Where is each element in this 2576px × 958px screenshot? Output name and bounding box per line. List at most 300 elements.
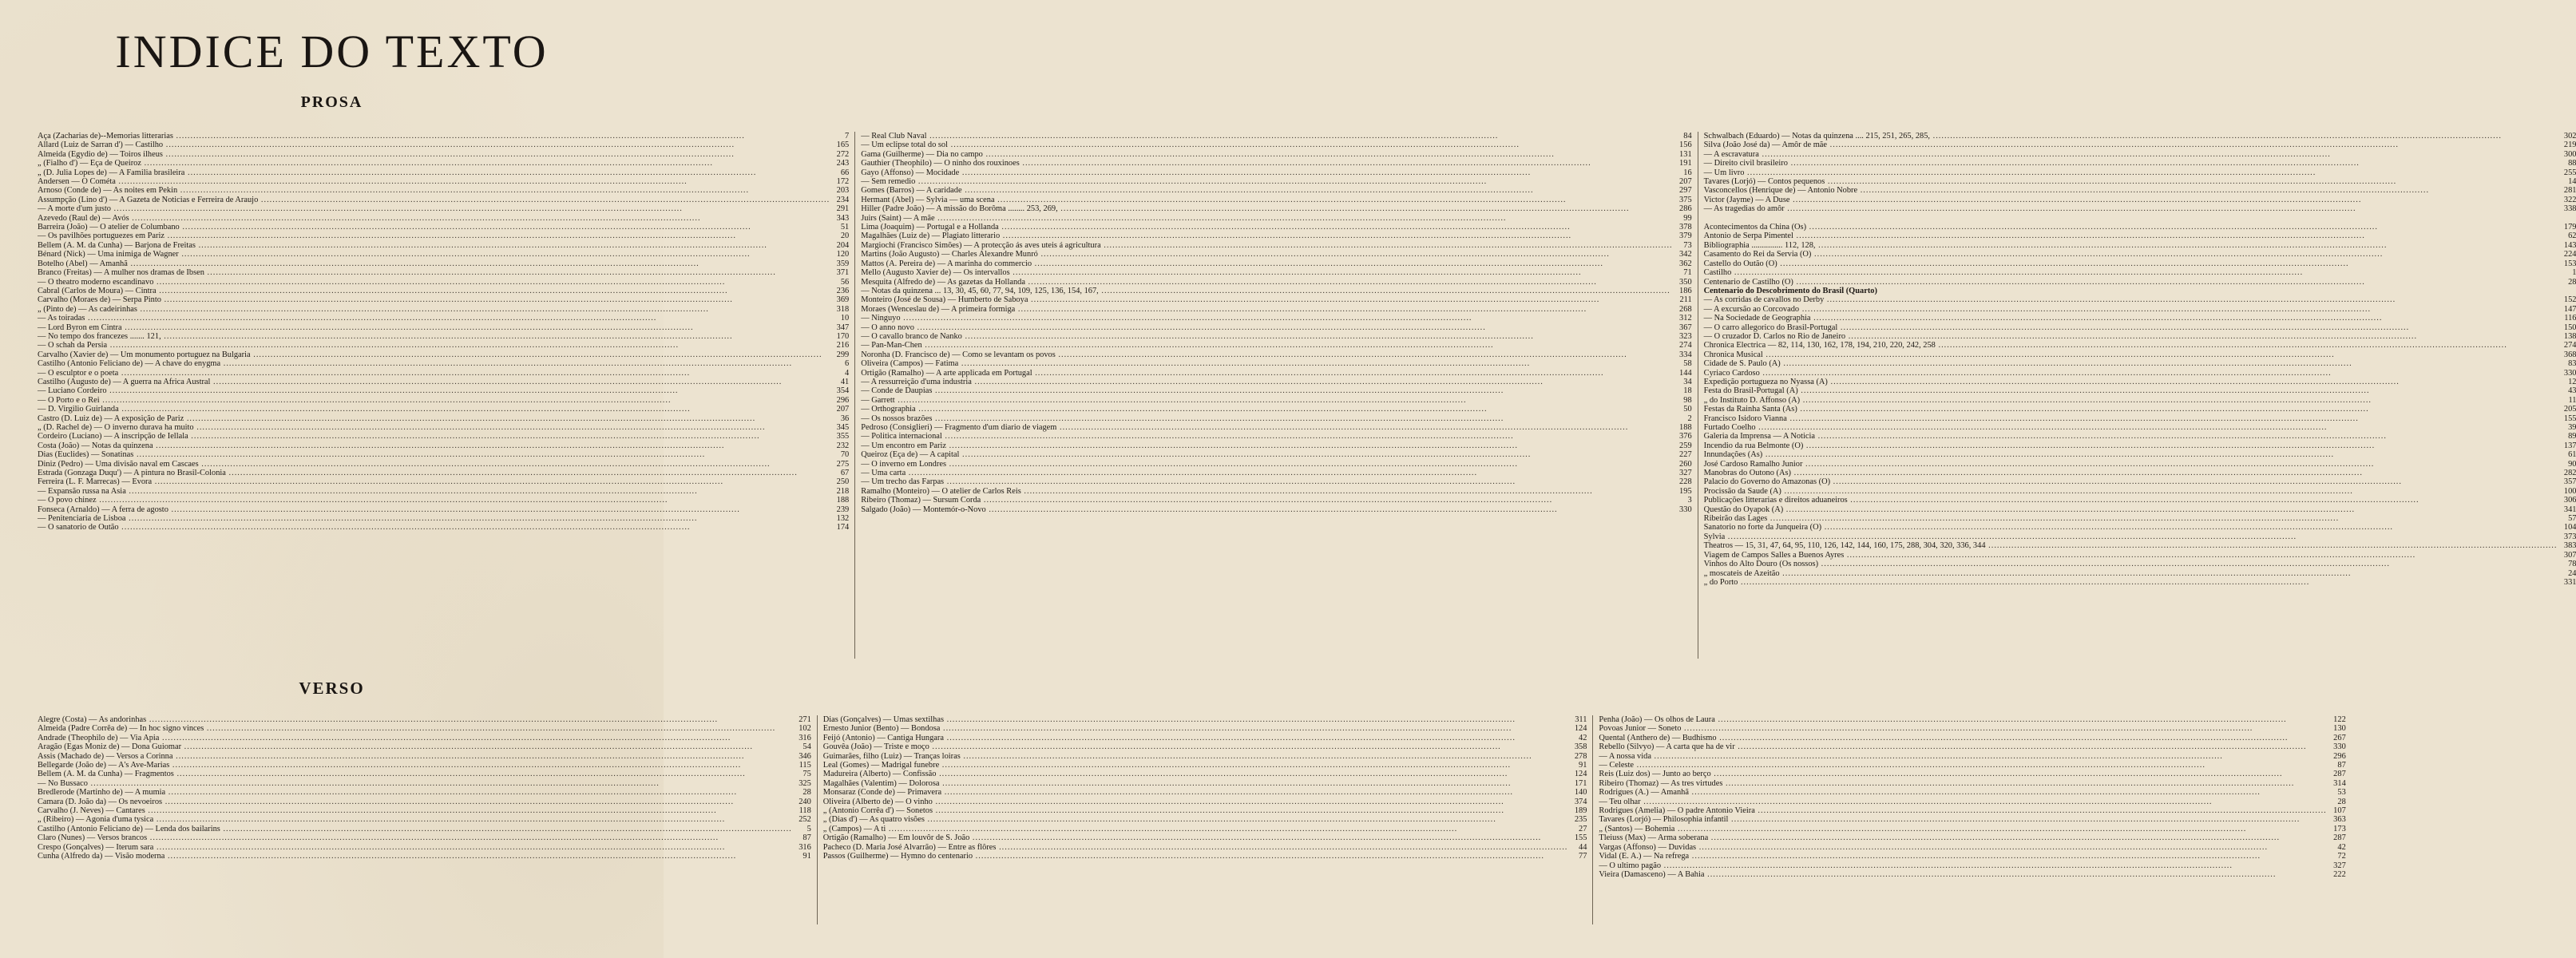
verso-index-entry: [38, 798, 811, 806]
entry-title: Francisco Isidoro Vianna .....: [1704, 414, 2558, 423]
entry-page-number: 227: [1679, 450, 1692, 460]
entry-page-number: 363: [2333, 815, 2346, 825]
entry-title: Viagem de Campos Salles a Buenos Ayres .....: [1704, 551, 2558, 560]
prosa-index-entry: [861, 477, 1691, 486]
entry-title: Cordeiro (Luciano) — A inscripção de Iellala .....: [38, 432, 830, 441]
entry-page-number: 115: [799, 761, 811, 770]
entry-page-number: 275: [836, 459, 850, 469]
entry-page-number: 207: [1679, 177, 1692, 187]
entry-page-number: 99: [1683, 213, 1692, 223]
prosa-index-entry: [861, 204, 1691, 213]
verso-index-entry: [1599, 852, 2345, 861]
entry-page-number: 14: [2568, 177, 2576, 187]
entry-page-number: 255: [2563, 168, 2576, 177]
entry-title: Gayo (Affonso) — Mocidade .....: [861, 168, 1672, 177]
prosa-column-1: [38, 132, 854, 659]
entry-title: Ribeiro (Thomaz) — As tres virtudes .....: [1599, 779, 2326, 788]
prosa-index-entry: [1704, 386, 2576, 395]
entry-title: „ (D. Julia Lopes de) — A Familia brasileira .....: [38, 168, 830, 177]
verso-index-entry: [823, 806, 1587, 815]
entry-title: Povoas Junior — Soneto .....: [1599, 724, 2326, 733]
entry-page-number: 91: [1579, 761, 1587, 770]
prosa-index-entry: [861, 432, 1691, 441]
entry-title: Camara (D. João da) — Os nevoeiros .....: [38, 798, 792, 806]
entry-page-number: 195: [1679, 486, 1692, 496]
entry-page-number: 323: [1679, 331, 1692, 341]
prosa-index-entry: [861, 232, 1691, 240]
entry-title: Ribeirão das Lages .....: [1704, 514, 2558, 523]
verso-index-entry: [823, 734, 1587, 742]
entry-page-number: 267: [2333, 733, 2346, 742]
prosa-index-entry: [861, 423, 1691, 432]
entry-page-number: 91: [803, 852, 811, 861]
entry-page-number: 346: [799, 751, 811, 761]
entry-page-number: 281: [2563, 186, 2576, 196]
entry-title: Galeria da Imprensa — A Noticia .....: [1704, 432, 2558, 441]
prosa-index-entry: [38, 505, 849, 514]
prosa-index-entry: [1704, 359, 2576, 368]
prosa-index-entry: [1704, 177, 2576, 186]
entry-title: Fonseca (Arnaldo) — A ferra de agosto .....: [38, 505, 830, 514]
entry-page-number: 51: [840, 223, 850, 232]
prosa-index-entry: [1704, 487, 2576, 496]
entry-page-number: 272: [836, 149, 850, 159]
prosa-index-entry: [38, 450, 849, 459]
entry-page-number: 1: [2572, 268, 2576, 278]
entry-title: Martins (João Augusto) — Charles Alexandre Munró .....: [861, 250, 1672, 259]
entry-title: Dias (Gonçalves) — Umas sextilhas .....: [823, 715, 1568, 724]
entry-title: Assis (Machado de) — Versos a Corinna .....: [38, 752, 792, 761]
entry-title: — O sanatorio de Outão .....: [38, 523, 830, 532]
entry-page-number: 268: [1679, 304, 1692, 314]
verso-index-entry: [823, 770, 1587, 778]
prosa-index-entry: [1704, 314, 2576, 323]
entry-title: Mello (Augusto Xavier de) — Os intervallos .....: [861, 268, 1672, 277]
verso-index-entry: [1599, 815, 2345, 824]
entry-page-number: 78: [2568, 560, 2576, 569]
entry-page-number: 378: [1679, 223, 1692, 232]
verso-index-entry: [823, 715, 1587, 724]
entry-page-number: 188: [1679, 423, 1692, 432]
entry-title: — Na Sociedade de Geographia .....: [1704, 314, 2558, 323]
entry-page-number: 342: [1679, 250, 1692, 259]
prosa-index-entry: [1704, 268, 2576, 277]
entry-page-number: 274: [1679, 341, 1692, 350]
entry-page-number: 357: [2563, 477, 2576, 487]
entry-title: Rodrigues (Amelia) — O padre Antonio Vieira .....: [1599, 806, 2326, 815]
entry-title: Castro (D. Luiz de) — A exposição de Pariz .....: [38, 414, 830, 423]
prosa-index-entry: [861, 469, 1691, 477]
entry-title: — Pan-Man-Chen .....: [861, 341, 1672, 350]
entry-title: Vasconcellos (Henrique de) — Antonio Nobre .....: [1704, 186, 2558, 195]
prosa-index-entry: [38, 323, 849, 332]
entry-title: — O theatro moderno escandinavo .....: [38, 278, 830, 287]
entry-title: Bredlerode (Martinho de) — A mumia .....: [38, 788, 792, 797]
prosa-column-2: [854, 132, 1697, 659]
entry-title: Acontecimentos da China (Os) .....: [1704, 223, 2558, 232]
entry-page-number: 259: [1679, 441, 1692, 450]
prosa-index-entry: [1704, 341, 2576, 350]
entry-page-number: 274: [2563, 341, 2576, 350]
verso-index-entry: [1599, 724, 2345, 733]
section-title-verso: VERSO: [299, 679, 365, 698]
verso-index-entry: [823, 798, 1587, 806]
entry-page-number: 278: [1574, 751, 1587, 761]
entry-title: Festas da Rainha Santa (As) .....: [1704, 405, 2558, 414]
prosa-index-entry: [38, 177, 849, 186]
entry-title: [1704, 214, 2558, 223]
entry-title: — O inverno em Londres .....: [861, 460, 1672, 469]
entry-page-number: 204: [836, 240, 850, 250]
entry-title: Alegre (Costa) — As andorinhas .....: [38, 715, 792, 724]
prosa-index-entry: [861, 132, 1691, 141]
prosa-index-entry: [38, 232, 849, 240]
prosa-index-entry: [1704, 150, 2576, 159]
prosa-index-entry: [861, 159, 1691, 168]
entry-page-number: 222: [2333, 869, 2346, 879]
entry-title: — O povo chinez .....: [38, 496, 830, 505]
prosa-column-3: [1698, 132, 2576, 659]
entry-page-number: 234: [836, 195, 850, 204]
entry-page-number: 368: [2563, 350, 2576, 359]
prosa-index-entry: [38, 423, 849, 432]
entry-title: Arnoso (Conde de) — As noites em Pekin .....: [38, 186, 830, 195]
prosa-index-entry: [1704, 523, 2576, 532]
prosa-index-entry: [1704, 186, 2576, 195]
entry-title: Sanatorio no forte da Junqueira (O) .....: [1704, 523, 2558, 532]
entry-page-number: 322: [2563, 195, 2576, 204]
entry-page-number: 18: [1683, 386, 1692, 396]
entry-title: Botelho (Abel) — Amanhã .....: [38, 259, 830, 268]
entry-title: Cabral (Carlos de Moura) — Cintra .....: [38, 287, 830, 295]
verso-index-entry: [38, 779, 811, 788]
entry-page-number: 61: [2568, 450, 2576, 460]
entry-title: Claro (Nunes) — Versos brancos .....: [38, 833, 792, 842]
verso-index-entry: [823, 761, 1587, 770]
prosa-index-entry: [861, 186, 1691, 195]
entry-page-number: 27: [1579, 824, 1587, 833]
prosa-index-entry: [1704, 350, 2576, 359]
prosa-index-entry: [1704, 241, 2576, 250]
entry-title: Monsaraz (Conde de) — Primavera .....: [823, 788, 1568, 797]
entry-title: „ (Ribeiro) — Agonia d'uma tysica .....: [38, 815, 792, 824]
entry-page-number: 287: [2333, 770, 2346, 779]
entry-title: Vinhos do Alto Douro (Os nossos) .....: [1704, 560, 2558, 568]
entry-page-number: 104: [2563, 523, 2576, 532]
entry-title: Castilho (Antonio Feliciano de) — A chave do enygma .....: [38, 359, 830, 368]
prosa-columns: [38, 132, 2576, 659]
verso-index-entry: [1599, 861, 2345, 870]
prosa-index-entry: [861, 359, 1691, 368]
entry-title: — Um encontro em Pariz .....: [861, 441, 1672, 450]
entry-page-number: 57: [2568, 514, 2576, 524]
entry-title: Festa do Brasil-Portugal (A) .....: [1704, 386, 2558, 395]
verso-index-entry: [38, 833, 811, 842]
entry-page-number: 124: [1574, 770, 1587, 779]
entry-page-number: 173: [2333, 824, 2346, 833]
entry-page-number: 252: [799, 815, 811, 825]
entry-title: Barreira (João) — O atelier de Columbano .....: [38, 223, 830, 232]
verso-index-entry: [38, 742, 811, 751]
verso-index-entry: [38, 734, 811, 742]
prosa-index-entry: [1704, 514, 2576, 523]
entry-page-number: 122: [2333, 715, 2346, 724]
entry-title: Tavares (Lorjó) — Contos pequenos .....: [1704, 177, 2558, 186]
entry-title: — O Porto e o Rei .....: [38, 396, 830, 405]
entry-page-number: 314: [2333, 778, 2346, 788]
entry-page-number: 291: [836, 204, 850, 214]
prosa-index-entry: [38, 477, 849, 486]
prosa-index-entry: [1704, 496, 2576, 505]
entry-title: Sylvia .....: [1704, 532, 2558, 541]
prosa-index-entry: [1704, 505, 2576, 514]
verso-index-entry: [1599, 752, 2345, 761]
entry-title: Monteiro (José de Sousa) — Humberto de Saboya .....: [861, 295, 1672, 304]
prosa-index-entry: [861, 295, 1691, 304]
prosa-index-entry: [1704, 168, 2576, 177]
prosa-index-entry: [38, 305, 849, 314]
entry-title: Almeida (Padre Corrêa de) — In hoc signo vinces .....: [38, 724, 792, 733]
prosa-index-entry: [38, 341, 849, 350]
entry-page-number: 235: [1574, 815, 1587, 825]
entry-page-number: 203: [836, 186, 850, 196]
prosa-index-entry: [1704, 295, 2576, 304]
entry-title: — A morte d'um justo .....: [38, 204, 830, 213]
entry-title: Cidade de S. Paulo (A) .....: [1704, 359, 2558, 368]
entry-page-number: 118: [799, 806, 811, 816]
entry-page-number: 302: [2563, 132, 2576, 141]
entry-page-number: 34: [1683, 377, 1692, 386]
entry-title: Chronica Musical .....: [1704, 350, 2558, 359]
verso-index-entry: [823, 833, 1587, 842]
verso-index-entry: [1599, 770, 2345, 778]
entry-page-number: 11: [2568, 395, 2576, 405]
entry-page-number: 179: [2563, 223, 2576, 232]
entry-title: Questão do Oyapok (A) .....: [1704, 505, 2558, 514]
entry-page-number: 87: [803, 833, 811, 843]
entry-page-number: 72: [2337, 852, 2346, 861]
verso-index-entry: [38, 770, 811, 778]
prosa-index-entry: [861, 323, 1691, 332]
prosa-index-entry: [861, 450, 1691, 459]
prosa-index-entry: [861, 196, 1691, 204]
entry-title: Mattos (A. Pereira de) — A marinha do commercio .....: [861, 259, 1672, 268]
entry-page-number: 287: [2333, 833, 2346, 843]
entry-title: Centenario do Descobrimento do Brasil (Quarto): [1703, 286, 1877, 295]
entry-page-number: 316: [799, 842, 811, 852]
prosa-index-entry: [1704, 141, 2576, 149]
entry-page-number: 12: [2568, 377, 2576, 386]
prosa-index-entry: [861, 369, 1691, 378]
entry-title: Castilho (Augusto de) — A guerra na Africa Austral .....: [38, 378, 830, 386]
entry-title: — No tempo dos francezes ....... 121, .....: [38, 332, 830, 341]
entry-title: Noronha (D. Francisco de) — Como se levantam os povos .....: [861, 350, 1672, 359]
entry-title: Palacio do Governo do Amazonas (O) .....: [1704, 477, 2558, 486]
entry-page-number: 373: [2563, 532, 2576, 541]
entry-page-number: 306: [2563, 496, 2576, 505]
prosa-index-entry: [1704, 541, 2576, 550]
verso-index-entry: [823, 742, 1587, 751]
entry-page-number: 239: [836, 505, 850, 514]
prosa-index-entry: [861, 460, 1691, 469]
verso-index-entry: [823, 752, 1587, 761]
prosa-index-entry: [38, 287, 849, 295]
entry-title: Guimarães, filho (Luiz) — Tranças loiras .....: [823, 752, 1568, 761]
entry-page-number: 77: [1579, 852, 1587, 861]
entry-title: Diniz (Pedro) — Uma divisão naval em Cascaes .....: [38, 460, 830, 469]
verso-index-entry: [1599, 870, 2345, 879]
entry-title: Castilho (Antonio Feliciano de) — Lenda dos bailarins .....: [38, 825, 792, 833]
prosa-index-entry: [1704, 405, 2576, 414]
prosa-index-entry: [1704, 378, 2576, 386]
entry-title: — A nossa vida .....: [1599, 752, 2326, 761]
entry-title: Carvalho (Moraes de) — Serpa Pinto .....: [38, 295, 830, 304]
entry-title: Vieira (Damasceno) — A Bahia .....: [1599, 870, 2326, 879]
prosa-index-entry: [38, 223, 849, 232]
entry-page-number: 240: [799, 797, 811, 806]
prosa-index-entry: [38, 514, 849, 523]
entry-title: Oliveira (Campos) — Fatima .....: [861, 359, 1672, 368]
verso-index-entry: [1599, 833, 2345, 842]
prosa-index-entry: [38, 196, 849, 204]
verso-index-entry: [38, 761, 811, 770]
entry-page-number: 345: [836, 423, 850, 432]
prosa-index-entry: [38, 132, 849, 141]
entry-page-number: 271: [799, 715, 811, 724]
entry-title: Silva (João José da) — Amôr de mãe .....: [1704, 141, 2558, 149]
entry-page-number: 16: [1683, 168, 1692, 177]
prosa-index-entry: [1704, 214, 2576, 223]
entry-page-number: 98: [1683, 395, 1692, 405]
entry-page-number: 354: [836, 386, 850, 396]
prosa-index-entry: [38, 332, 849, 341]
entry-title: — Os pavilhões portuguezes em Pariz .....: [38, 232, 830, 240]
entry-page-number: 20: [840, 232, 850, 241]
prosa-index-entry: [1704, 232, 2576, 240]
entry-title: — As corridas de cavallos no Derby .....: [1704, 295, 2558, 304]
entry-page-number: 383: [2563, 541, 2576, 551]
prosa-index-entry: [38, 204, 849, 213]
prosa-index-entry: [861, 396, 1691, 405]
entry-page-number: 28: [2337, 797, 2346, 806]
entry-page-number: 174: [836, 523, 850, 532]
entry-page-number: 43: [2568, 386, 2576, 396]
entry-page-number: 331: [2563, 577, 2576, 587]
entry-title: Gomes (Barros) — A caridade .....: [861, 186, 1672, 195]
entry-title: Allard (Luiz de Sarran d') — Castilho .....: [38, 141, 830, 149]
entry-title: Gauthier (Theophilo) — O ninho dos rouxinoes .....: [861, 159, 1672, 168]
prosa-index-entry: [38, 441, 849, 450]
entry-title: Procissão da Saude (A) .....: [1704, 487, 2558, 496]
entry-page-number: 311: [1575, 715, 1587, 724]
verso-index-entry: [823, 852, 1587, 861]
entry-page-number: 36: [840, 414, 850, 423]
entry-title: Antonio de Serpa Pimentel .....: [1704, 232, 2558, 240]
entry-title: — O ultimo pagão .....: [1599, 861, 2326, 870]
entry-page-number: 369: [836, 295, 850, 305]
prosa-index-entry: [1704, 287, 2576, 295]
entry-title: Andrade (Theophilo de) — Via Apia .....: [38, 734, 792, 742]
entry-page-number: 296: [2333, 751, 2346, 761]
prosa-index-entry: [861, 441, 1691, 450]
prosa-index-entry: [38, 378, 849, 386]
entry-title: Centenario de Castilho (O) .....: [1704, 278, 2558, 287]
entry-title: Costa (João) — Notas da quinzena .....: [38, 441, 830, 450]
prosa-index-entry: [38, 150, 849, 159]
entry-title: Theatros — 15, 31, 47, 64, 95, 110, 126, 142, 144, 160, 175, 288, 304, 320, 336, 344 .....: [1704, 541, 2558, 550]
entry-title: Castilho .....: [1704, 268, 2558, 277]
entry-page-number: 124: [1574, 724, 1587, 734]
verso-index-entry: [823, 843, 1587, 852]
entry-page-number: 334: [1679, 350, 1692, 359]
verso-index-entry: [1599, 742, 2345, 751]
prosa-index-entry: [1704, 132, 2576, 141]
verso-index-entry: [38, 825, 811, 833]
entry-page-number: 130: [2333, 724, 2346, 734]
entry-page-number: 250: [836, 477, 850, 487]
entry-page-number: 41: [840, 377, 850, 386]
entry-page-number: 341: [2563, 505, 2576, 514]
entry-page-number: 362: [1679, 259, 1692, 268]
verso-column-3: [1592, 715, 2345, 924]
entry-title: — Notas da quinzena ... 13, 30, 45, 60, 77, 94, 109, 125, 136, 154, 167, .....: [861, 287, 1672, 295]
verso-index-entry: [38, 788, 811, 797]
entry-title: Rodrigues (A.) — Amanhã .....: [1599, 788, 2326, 797]
prosa-index-entry: [1704, 441, 2576, 450]
prosa-index-entry: [1704, 323, 2576, 332]
prosa-index-entry: [861, 332, 1691, 341]
entry-title: Bellem (A. M. da Cunha) — Fragmentos .....: [38, 770, 792, 778]
entry-title: — O cruzador D. Carlos no Rio de Janeiro .....: [1704, 332, 2558, 341]
entry-title: Bellem (A. M. da Cunha) — Barjona de Freitas .....: [38, 241, 830, 250]
entry-title: „ (Pinto de) — As cadeirinhas .....: [38, 305, 830, 314]
entry-page-number: 205: [2563, 405, 2576, 414]
entry-page-number: 316: [799, 733, 811, 742]
entry-title: — D. Virgilio Guirlanda .....: [38, 405, 830, 414]
entry-page-number: 153: [2563, 259, 2576, 268]
entry-page-number: 90: [2568, 459, 2576, 469]
entry-title: — Politica internacional .....: [861, 432, 1672, 441]
entry-page-number: 232: [836, 441, 850, 450]
entry-title: Casamento do Rei da Servia (O) .....: [1704, 250, 2558, 259]
entry-page-number: 4: [845, 368, 850, 378]
prosa-index-entry: [861, 505, 1691, 514]
entry-page-number: 243: [836, 159, 850, 168]
entry-title: Hiller (Padre João) — A missão do Borôma ........ 253, 269, .....: [861, 204, 1672, 213]
entry-title: Bibliographia ............... 112, 128, .....: [1704, 241, 2558, 250]
entry-page-number: 228: [1679, 477, 1692, 487]
prosa-index-entry: [861, 259, 1691, 268]
entry-page-number: 2: [1687, 414, 1692, 423]
prosa-index-entry: [1704, 578, 2576, 587]
prosa-index-entry: [1704, 450, 2576, 459]
prosa-index-entry: [38, 250, 849, 259]
entry-page-number: 218: [836, 486, 850, 496]
verso-index-entry: [823, 815, 1587, 824]
entry-page-number: 216: [836, 341, 850, 350]
entry-page-number: 358: [1574, 742, 1587, 752]
entry-page-number: 343: [836, 213, 850, 223]
entry-page-number: 150: [2563, 323, 2576, 332]
entry-page-number: 359: [836, 259, 850, 268]
entry-title: Bellegarde (João de) — A's Ave-Marias .....: [38, 761, 792, 770]
prosa-index-entry: [38, 214, 849, 223]
prosa-index-entry: [861, 141, 1691, 149]
verso-index-entry: [38, 843, 811, 852]
prosa-index-entry: [38, 295, 849, 304]
entry-title: — As toiradas .....: [38, 314, 830, 323]
entry-title: — O esculptor e o poeta .....: [38, 369, 830, 378]
